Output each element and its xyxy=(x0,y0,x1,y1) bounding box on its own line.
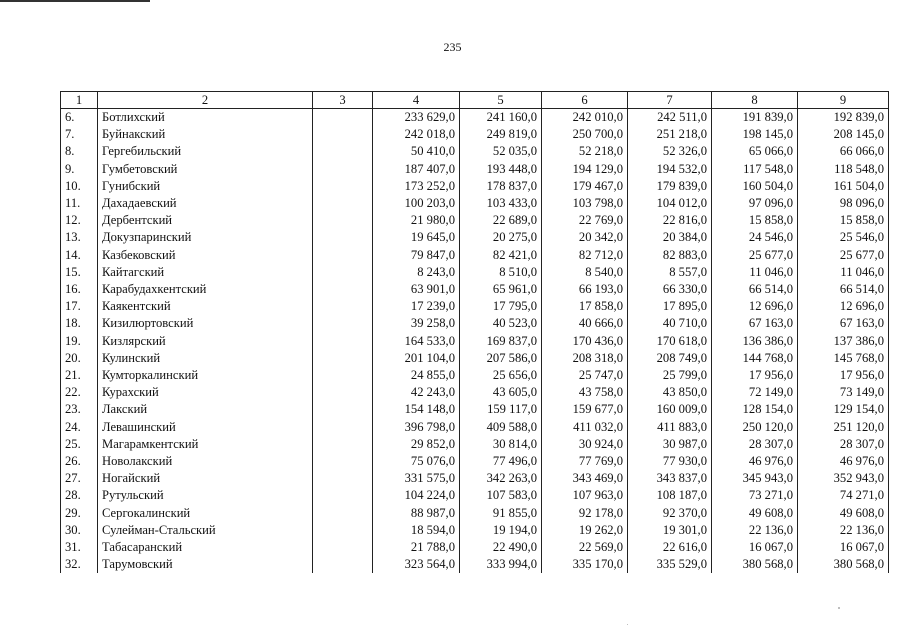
col4-value-cell: 187 407,0 xyxy=(373,161,460,178)
row-number-cell: 8. xyxy=(61,143,98,160)
col4-value-cell: 323 564,0 xyxy=(373,556,460,573)
table-row xyxy=(61,195,889,212)
col3-cell xyxy=(313,522,373,539)
col4-value-cell: 79 847,0 xyxy=(373,247,460,264)
col9-value-cell: 15 858,0 xyxy=(798,212,889,229)
col3-cell xyxy=(313,556,373,573)
col6-value-cell: 66 193,0 xyxy=(542,281,628,298)
col8-value-cell: 117 548,0 xyxy=(712,161,798,178)
header-cell-6: 6 xyxy=(542,92,628,109)
row-number-cell: 26. xyxy=(61,453,98,470)
col8-value-cell: 28 307,0 xyxy=(712,436,798,453)
col3-cell xyxy=(313,264,373,281)
col5-value-cell: 241 160,0 xyxy=(460,109,542,127)
col4-value-cell: 39 258,0 xyxy=(373,315,460,332)
col9-value-cell: 137 386,0 xyxy=(798,333,889,350)
table-row xyxy=(61,487,889,504)
col3-cell xyxy=(313,401,373,418)
col5-value-cell: 193 448,0 xyxy=(460,161,542,178)
col3-cell xyxy=(313,247,373,264)
col5-value-cell: 19 194,0 xyxy=(460,522,542,539)
col5-value-cell: 103 433,0 xyxy=(460,195,542,212)
col3-cell xyxy=(313,195,373,212)
col4-value-cell: 18 594,0 xyxy=(373,522,460,539)
col9-value-cell: 17 956,0 xyxy=(798,367,889,384)
top-rule xyxy=(0,0,150,2)
col5-value-cell: 52 035,0 xyxy=(460,143,542,160)
col7-value-cell: 194 532,0 xyxy=(628,161,712,178)
col8-value-cell: 66 514,0 xyxy=(712,281,798,298)
col5-value-cell: 65 961,0 xyxy=(460,281,542,298)
col5-value-cell: 8 510,0 xyxy=(460,264,542,281)
col8-value-cell: 250 120,0 xyxy=(712,419,798,436)
col7-value-cell: 19 301,0 xyxy=(628,522,712,539)
col8-value-cell: 144 768,0 xyxy=(712,350,798,367)
col4-value-cell: 24 855,0 xyxy=(373,367,460,384)
col7-value-cell: 82 883,0 xyxy=(628,247,712,264)
district-name-cell: Кулинский xyxy=(98,350,313,367)
table-row xyxy=(61,315,889,332)
col9-value-cell: 25 677,0 xyxy=(798,247,889,264)
col3-cell xyxy=(313,143,373,160)
scan-speck xyxy=(627,624,628,625)
col7-value-cell: 30 987,0 xyxy=(628,436,712,453)
col3-cell xyxy=(313,315,373,332)
table-row xyxy=(61,470,889,487)
col7-value-cell: 104 012,0 xyxy=(628,195,712,212)
col4-value-cell: 154 148,0 xyxy=(373,401,460,418)
district-name-cell: Тарумовский xyxy=(98,556,313,573)
col7-value-cell: 8 557,0 xyxy=(628,264,712,281)
row-number-cell: 19. xyxy=(61,333,98,350)
row-number-cell: 9. xyxy=(61,161,98,178)
col4-value-cell: 100 203,0 xyxy=(373,195,460,212)
table-row xyxy=(61,161,889,178)
col4-value-cell: 396 798,0 xyxy=(373,419,460,436)
col4-value-cell: 19 645,0 xyxy=(373,229,460,246)
col9-value-cell: 98 096,0 xyxy=(798,195,889,212)
col9-value-cell: 66 514,0 xyxy=(798,281,889,298)
col5-value-cell: 91 855,0 xyxy=(460,505,542,522)
table-row xyxy=(61,350,889,367)
district-name-cell: Карабудахкентский xyxy=(98,281,313,298)
col4-value-cell: 75 076,0 xyxy=(373,453,460,470)
col4-value-cell: 29 852,0 xyxy=(373,436,460,453)
col4-value-cell: 50 410,0 xyxy=(373,143,460,160)
col7-value-cell: 22 816,0 xyxy=(628,212,712,229)
row-number-cell: 27. xyxy=(61,470,98,487)
col6-value-cell: 343 469,0 xyxy=(542,470,628,487)
row-number-cell: 12. xyxy=(61,212,98,229)
col8-value-cell: 49 608,0 xyxy=(712,505,798,522)
row-number-cell: 21. xyxy=(61,367,98,384)
table-row xyxy=(61,109,889,127)
col9-value-cell: 129 154,0 xyxy=(798,401,889,418)
col6-value-cell: 30 924,0 xyxy=(542,436,628,453)
col6-value-cell: 411 032,0 xyxy=(542,419,628,436)
header-cell-9: 9 xyxy=(798,92,889,109)
table-row xyxy=(61,298,889,315)
col5-value-cell: 17 795,0 xyxy=(460,298,542,315)
col8-value-cell: 73 271,0 xyxy=(712,487,798,504)
col3-cell xyxy=(313,384,373,401)
col7-value-cell: 77 930,0 xyxy=(628,453,712,470)
col9-value-cell: 22 136,0 xyxy=(798,522,889,539)
scan-speck xyxy=(838,607,840,609)
col8-value-cell: 11 046,0 xyxy=(712,264,798,281)
district-name-cell: Сергокалинский xyxy=(98,505,313,522)
col6-value-cell: 194 129,0 xyxy=(542,161,628,178)
district-name-cell: Дахадаевский xyxy=(98,195,313,212)
col9-value-cell: 25 546,0 xyxy=(798,229,889,246)
row-number-cell: 32. xyxy=(61,556,98,573)
col5-value-cell: 22 490,0 xyxy=(460,539,542,556)
row-number-cell: 23. xyxy=(61,401,98,418)
col7-value-cell: 52 326,0 xyxy=(628,143,712,160)
col4-value-cell: 21 788,0 xyxy=(373,539,460,556)
col3-cell xyxy=(313,178,373,195)
col4-value-cell: 104 224,0 xyxy=(373,487,460,504)
col3-cell xyxy=(313,126,373,143)
district-name-cell: Левашинский xyxy=(98,419,313,436)
row-number-cell: 29. xyxy=(61,505,98,522)
district-name-cell: Сулейман-Стальский xyxy=(98,522,313,539)
col4-value-cell: 242 018,0 xyxy=(373,126,460,143)
table-row xyxy=(61,505,889,522)
col6-value-cell: 22 769,0 xyxy=(542,212,628,229)
col7-value-cell: 179 839,0 xyxy=(628,178,712,195)
col9-value-cell: 118 548,0 xyxy=(798,161,889,178)
table-row xyxy=(61,384,889,401)
col7-value-cell: 411 883,0 xyxy=(628,419,712,436)
col7-value-cell: 17 895,0 xyxy=(628,298,712,315)
table-row xyxy=(61,281,889,298)
col7-value-cell: 251 218,0 xyxy=(628,126,712,143)
district-name-cell: Буйнакский xyxy=(98,126,313,143)
col8-value-cell: 16 067,0 xyxy=(712,539,798,556)
district-name-cell: Кумторкалинский xyxy=(98,367,313,384)
district-name-cell: Дербентский xyxy=(98,212,313,229)
header-cell-1: 1 xyxy=(61,92,98,109)
row-number-cell: 14. xyxy=(61,247,98,264)
row-number-cell: 25. xyxy=(61,436,98,453)
row-number-cell: 20. xyxy=(61,350,98,367)
district-name-cell: Гунибский xyxy=(98,178,313,195)
district-name-cell: Новолакский xyxy=(98,453,313,470)
table-row xyxy=(61,229,889,246)
col8-value-cell: 25 677,0 xyxy=(712,247,798,264)
col3-cell xyxy=(313,505,373,522)
col6-value-cell: 17 858,0 xyxy=(542,298,628,315)
table-row xyxy=(61,247,889,264)
table-row xyxy=(61,333,889,350)
col7-value-cell: 92 370,0 xyxy=(628,505,712,522)
col6-value-cell: 179 467,0 xyxy=(542,178,628,195)
col6-value-cell: 170 436,0 xyxy=(542,333,628,350)
col6-value-cell: 22 569,0 xyxy=(542,539,628,556)
row-number-cell: 13. xyxy=(61,229,98,246)
col9-value-cell: 161 504,0 xyxy=(798,178,889,195)
col4-value-cell: 173 252,0 xyxy=(373,178,460,195)
col6-value-cell: 77 769,0 xyxy=(542,453,628,470)
header-cell-2: 2 xyxy=(98,92,313,109)
col3-cell xyxy=(313,333,373,350)
district-name-cell: Ботлихский xyxy=(98,109,313,127)
col5-value-cell: 333 994,0 xyxy=(460,556,542,573)
col3-cell xyxy=(313,109,373,127)
row-number-cell: 22. xyxy=(61,384,98,401)
col4-value-cell: 21 980,0 xyxy=(373,212,460,229)
district-name-cell: Курахский xyxy=(98,384,313,401)
district-name-cell: Кизилюртовский xyxy=(98,315,313,332)
col8-value-cell: 67 163,0 xyxy=(712,315,798,332)
col6-value-cell: 20 342,0 xyxy=(542,229,628,246)
table-row xyxy=(61,522,889,539)
col6-value-cell: 52 218,0 xyxy=(542,143,628,160)
district-name-cell: Рутульский xyxy=(98,487,313,504)
district-name-cell: Магарамкентский xyxy=(98,436,313,453)
row-number-cell: 6. xyxy=(61,109,98,127)
col9-value-cell: 73 149,0 xyxy=(798,384,889,401)
table-row xyxy=(61,367,889,384)
col5-value-cell: 20 275,0 xyxy=(460,229,542,246)
district-name-cell: Табасаранский xyxy=(98,539,313,556)
row-number-cell: 31. xyxy=(61,539,98,556)
col9-value-cell: 12 696,0 xyxy=(798,298,889,315)
col9-value-cell: 67 163,0 xyxy=(798,315,889,332)
col8-value-cell: 65 066,0 xyxy=(712,143,798,160)
data-table xyxy=(60,91,889,573)
col7-value-cell: 208 749,0 xyxy=(628,350,712,367)
col3-cell xyxy=(313,470,373,487)
district-name-cell: Гергебильский xyxy=(98,143,313,160)
col9-value-cell: 16 067,0 xyxy=(798,539,889,556)
col3-cell xyxy=(313,487,373,504)
col3-cell xyxy=(313,212,373,229)
col3-cell xyxy=(313,419,373,436)
col6-value-cell: 103 798,0 xyxy=(542,195,628,212)
col6-value-cell: 250 700,0 xyxy=(542,126,628,143)
district-name-cell: Ногайский xyxy=(98,470,313,487)
col8-value-cell: 128 154,0 xyxy=(712,401,798,418)
col5-value-cell: 409 588,0 xyxy=(460,419,542,436)
table-row xyxy=(61,178,889,195)
table-row xyxy=(61,143,889,160)
col8-value-cell: 46 976,0 xyxy=(712,453,798,470)
col7-value-cell: 25 799,0 xyxy=(628,367,712,384)
col5-value-cell: 159 117,0 xyxy=(460,401,542,418)
col9-value-cell: 28 307,0 xyxy=(798,436,889,453)
col7-value-cell: 160 009,0 xyxy=(628,401,712,418)
table-row xyxy=(61,401,889,418)
table-row xyxy=(61,212,889,229)
col3-cell xyxy=(313,436,373,453)
table-row xyxy=(61,539,889,556)
col6-value-cell: 92 178,0 xyxy=(542,505,628,522)
col9-value-cell: 251 120,0 xyxy=(798,419,889,436)
col6-value-cell: 242 010,0 xyxy=(542,109,628,127)
col5-value-cell: 40 523,0 xyxy=(460,315,542,332)
col5-value-cell: 82 421,0 xyxy=(460,247,542,264)
col5-value-cell: 25 656,0 xyxy=(460,367,542,384)
col8-value-cell: 160 504,0 xyxy=(712,178,798,195)
header-cell-8: 8 xyxy=(712,92,798,109)
header-cell-4: 4 xyxy=(373,92,460,109)
header-cell-3: 3 xyxy=(313,92,373,109)
district-name-cell: Каякентский xyxy=(98,298,313,315)
col3-cell xyxy=(313,298,373,315)
col8-value-cell: 17 956,0 xyxy=(712,367,798,384)
row-number-cell: 7. xyxy=(61,126,98,143)
col8-value-cell: 72 149,0 xyxy=(712,384,798,401)
col8-value-cell: 198 145,0 xyxy=(712,126,798,143)
col8-value-cell: 97 096,0 xyxy=(712,195,798,212)
col7-value-cell: 335 529,0 xyxy=(628,556,712,573)
col6-value-cell: 208 318,0 xyxy=(542,350,628,367)
col8-value-cell: 136 386,0 xyxy=(712,333,798,350)
col9-value-cell: 380 568,0 xyxy=(798,556,889,573)
district-name-cell: Кайтагский xyxy=(98,264,313,281)
col4-value-cell: 164 533,0 xyxy=(373,333,460,350)
col9-value-cell: 66 066,0 xyxy=(798,143,889,160)
col9-value-cell: 11 046,0 xyxy=(798,264,889,281)
col9-value-cell: 352 943,0 xyxy=(798,470,889,487)
col5-value-cell: 178 837,0 xyxy=(460,178,542,195)
col3-cell xyxy=(313,350,373,367)
col7-value-cell: 66 330,0 xyxy=(628,281,712,298)
table-row xyxy=(61,419,889,436)
col3-cell xyxy=(313,367,373,384)
col5-value-cell: 107 583,0 xyxy=(460,487,542,504)
col7-value-cell: 40 710,0 xyxy=(628,315,712,332)
col8-value-cell: 191 839,0 xyxy=(712,109,798,127)
col9-value-cell: 74 271,0 xyxy=(798,487,889,504)
col6-value-cell: 159 677,0 xyxy=(542,401,628,418)
col6-value-cell: 25 747,0 xyxy=(542,367,628,384)
row-number-cell: 17. xyxy=(61,298,98,315)
col8-value-cell: 345 943,0 xyxy=(712,470,798,487)
col8-value-cell: 22 136,0 xyxy=(712,522,798,539)
col3-cell xyxy=(313,229,373,246)
table-row xyxy=(61,556,889,573)
table-header xyxy=(61,92,889,109)
col4-value-cell: 17 239,0 xyxy=(373,298,460,315)
header-row xyxy=(61,92,889,109)
col7-value-cell: 22 616,0 xyxy=(628,539,712,556)
col5-value-cell: 342 263,0 xyxy=(460,470,542,487)
col7-value-cell: 242 511,0 xyxy=(628,109,712,127)
col9-value-cell: 46 976,0 xyxy=(798,453,889,470)
col7-value-cell: 20 384,0 xyxy=(628,229,712,246)
col9-value-cell: 49 608,0 xyxy=(798,505,889,522)
col4-value-cell: 201 104,0 xyxy=(373,350,460,367)
col5-value-cell: 169 837,0 xyxy=(460,333,542,350)
table-row xyxy=(61,436,889,453)
col5-value-cell: 77 496,0 xyxy=(460,453,542,470)
col8-value-cell: 12 696,0 xyxy=(712,298,798,315)
col5-value-cell: 43 605,0 xyxy=(460,384,542,401)
col6-value-cell: 107 963,0 xyxy=(542,487,628,504)
district-name-cell: Кизлярский xyxy=(98,333,313,350)
col4-value-cell: 42 243,0 xyxy=(373,384,460,401)
row-number-cell: 18. xyxy=(61,315,98,332)
col4-value-cell: 331 575,0 xyxy=(373,470,460,487)
col9-value-cell: 192 839,0 xyxy=(798,109,889,127)
district-name-cell: Казбековский xyxy=(98,247,313,264)
row-number-cell: 11. xyxy=(61,195,98,212)
col6-value-cell: 43 758,0 xyxy=(542,384,628,401)
row-number-cell: 28. xyxy=(61,487,98,504)
col6-value-cell: 335 170,0 xyxy=(542,556,628,573)
col3-cell xyxy=(313,539,373,556)
district-name-cell: Докузпаринский xyxy=(98,229,313,246)
col6-value-cell: 19 262,0 xyxy=(542,522,628,539)
col8-value-cell: 24 546,0 xyxy=(712,229,798,246)
col3-cell xyxy=(313,453,373,470)
col4-value-cell: 8 243,0 xyxy=(373,264,460,281)
table-row xyxy=(61,126,889,143)
col7-value-cell: 170 618,0 xyxy=(628,333,712,350)
district-name-cell: Лакский xyxy=(98,401,313,418)
row-number-cell: 30. xyxy=(61,522,98,539)
row-number-cell: 10. xyxy=(61,178,98,195)
col3-cell xyxy=(313,161,373,178)
col6-value-cell: 82 712,0 xyxy=(542,247,628,264)
row-number-cell: 24. xyxy=(61,419,98,436)
col9-value-cell: 208 145,0 xyxy=(798,126,889,143)
district-name-cell: Гумбетовский xyxy=(98,161,313,178)
table-row xyxy=(61,453,889,470)
col5-value-cell: 249 819,0 xyxy=(460,126,542,143)
col6-value-cell: 40 666,0 xyxy=(542,315,628,332)
col5-value-cell: 207 586,0 xyxy=(460,350,542,367)
col4-value-cell: 88 987,0 xyxy=(373,505,460,522)
row-number-cell: 16. xyxy=(61,281,98,298)
table-body xyxy=(61,109,889,574)
page-number: 235 xyxy=(443,40,462,54)
col7-value-cell: 343 837,0 xyxy=(628,470,712,487)
header-cell-5: 5 xyxy=(460,92,542,109)
col4-value-cell: 233 629,0 xyxy=(373,109,460,127)
col8-value-cell: 380 568,0 xyxy=(712,556,798,573)
col7-value-cell: 43 850,0 xyxy=(628,384,712,401)
header-cell-7: 7 xyxy=(628,92,712,109)
col4-value-cell: 63 901,0 xyxy=(373,281,460,298)
table-row xyxy=(61,264,889,281)
col5-value-cell: 22 689,0 xyxy=(460,212,542,229)
col6-value-cell: 8 540,0 xyxy=(542,264,628,281)
col3-cell xyxy=(313,281,373,298)
col7-value-cell: 108 187,0 xyxy=(628,487,712,504)
col8-value-cell: 15 858,0 xyxy=(712,212,798,229)
row-number-cell: 15. xyxy=(61,264,98,281)
col5-value-cell: 30 814,0 xyxy=(460,436,542,453)
col9-value-cell: 145 768,0 xyxy=(798,350,889,367)
